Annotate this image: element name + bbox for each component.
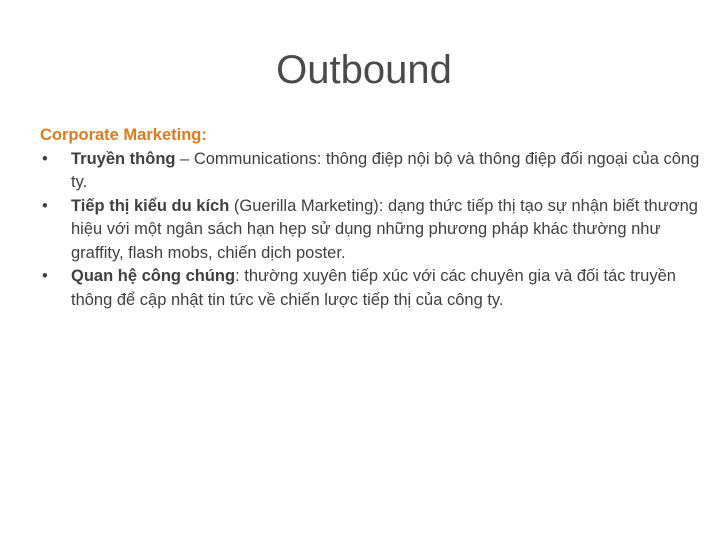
list-item xyxy=(40,265,700,312)
item-term: Quan hệ công chúng xyxy=(71,267,236,285)
bullet-icon: • xyxy=(42,149,48,168)
slide-title: Outbound xyxy=(276,48,452,92)
item-text: : thường xuyên tiếp xúc với các chuyên gia và đối tác truyền thông để cập nhật tin tức về chiến lược tiếp thị của công ty. xyxy=(71,267,676,309)
list-item xyxy=(40,148,700,195)
slide-content xyxy=(40,124,700,312)
bullet-list xyxy=(40,148,700,313)
bullet-icon: • xyxy=(42,267,48,285)
item-term: Truyền thông xyxy=(71,149,176,168)
list-item xyxy=(40,195,700,266)
item-text: (Guerilla Marketing): dạng thức tiếp thị tạo sự nhận biết thương hiệu với một ngân sách hạn hẹp sử dụng những phương pháp khác thường như graffity, flash mobs, chiến dịch poster. xyxy=(71,196,698,262)
bullet-icon: • xyxy=(42,196,48,215)
item-text: – Communications: thông điệp nội bộ và thông điệp đối ngoại của công ty. xyxy=(71,149,700,191)
section-heading: Corporate Marketing: xyxy=(40,126,207,144)
item-term: Tiếp thị kiểu du kích xyxy=(71,196,230,215)
